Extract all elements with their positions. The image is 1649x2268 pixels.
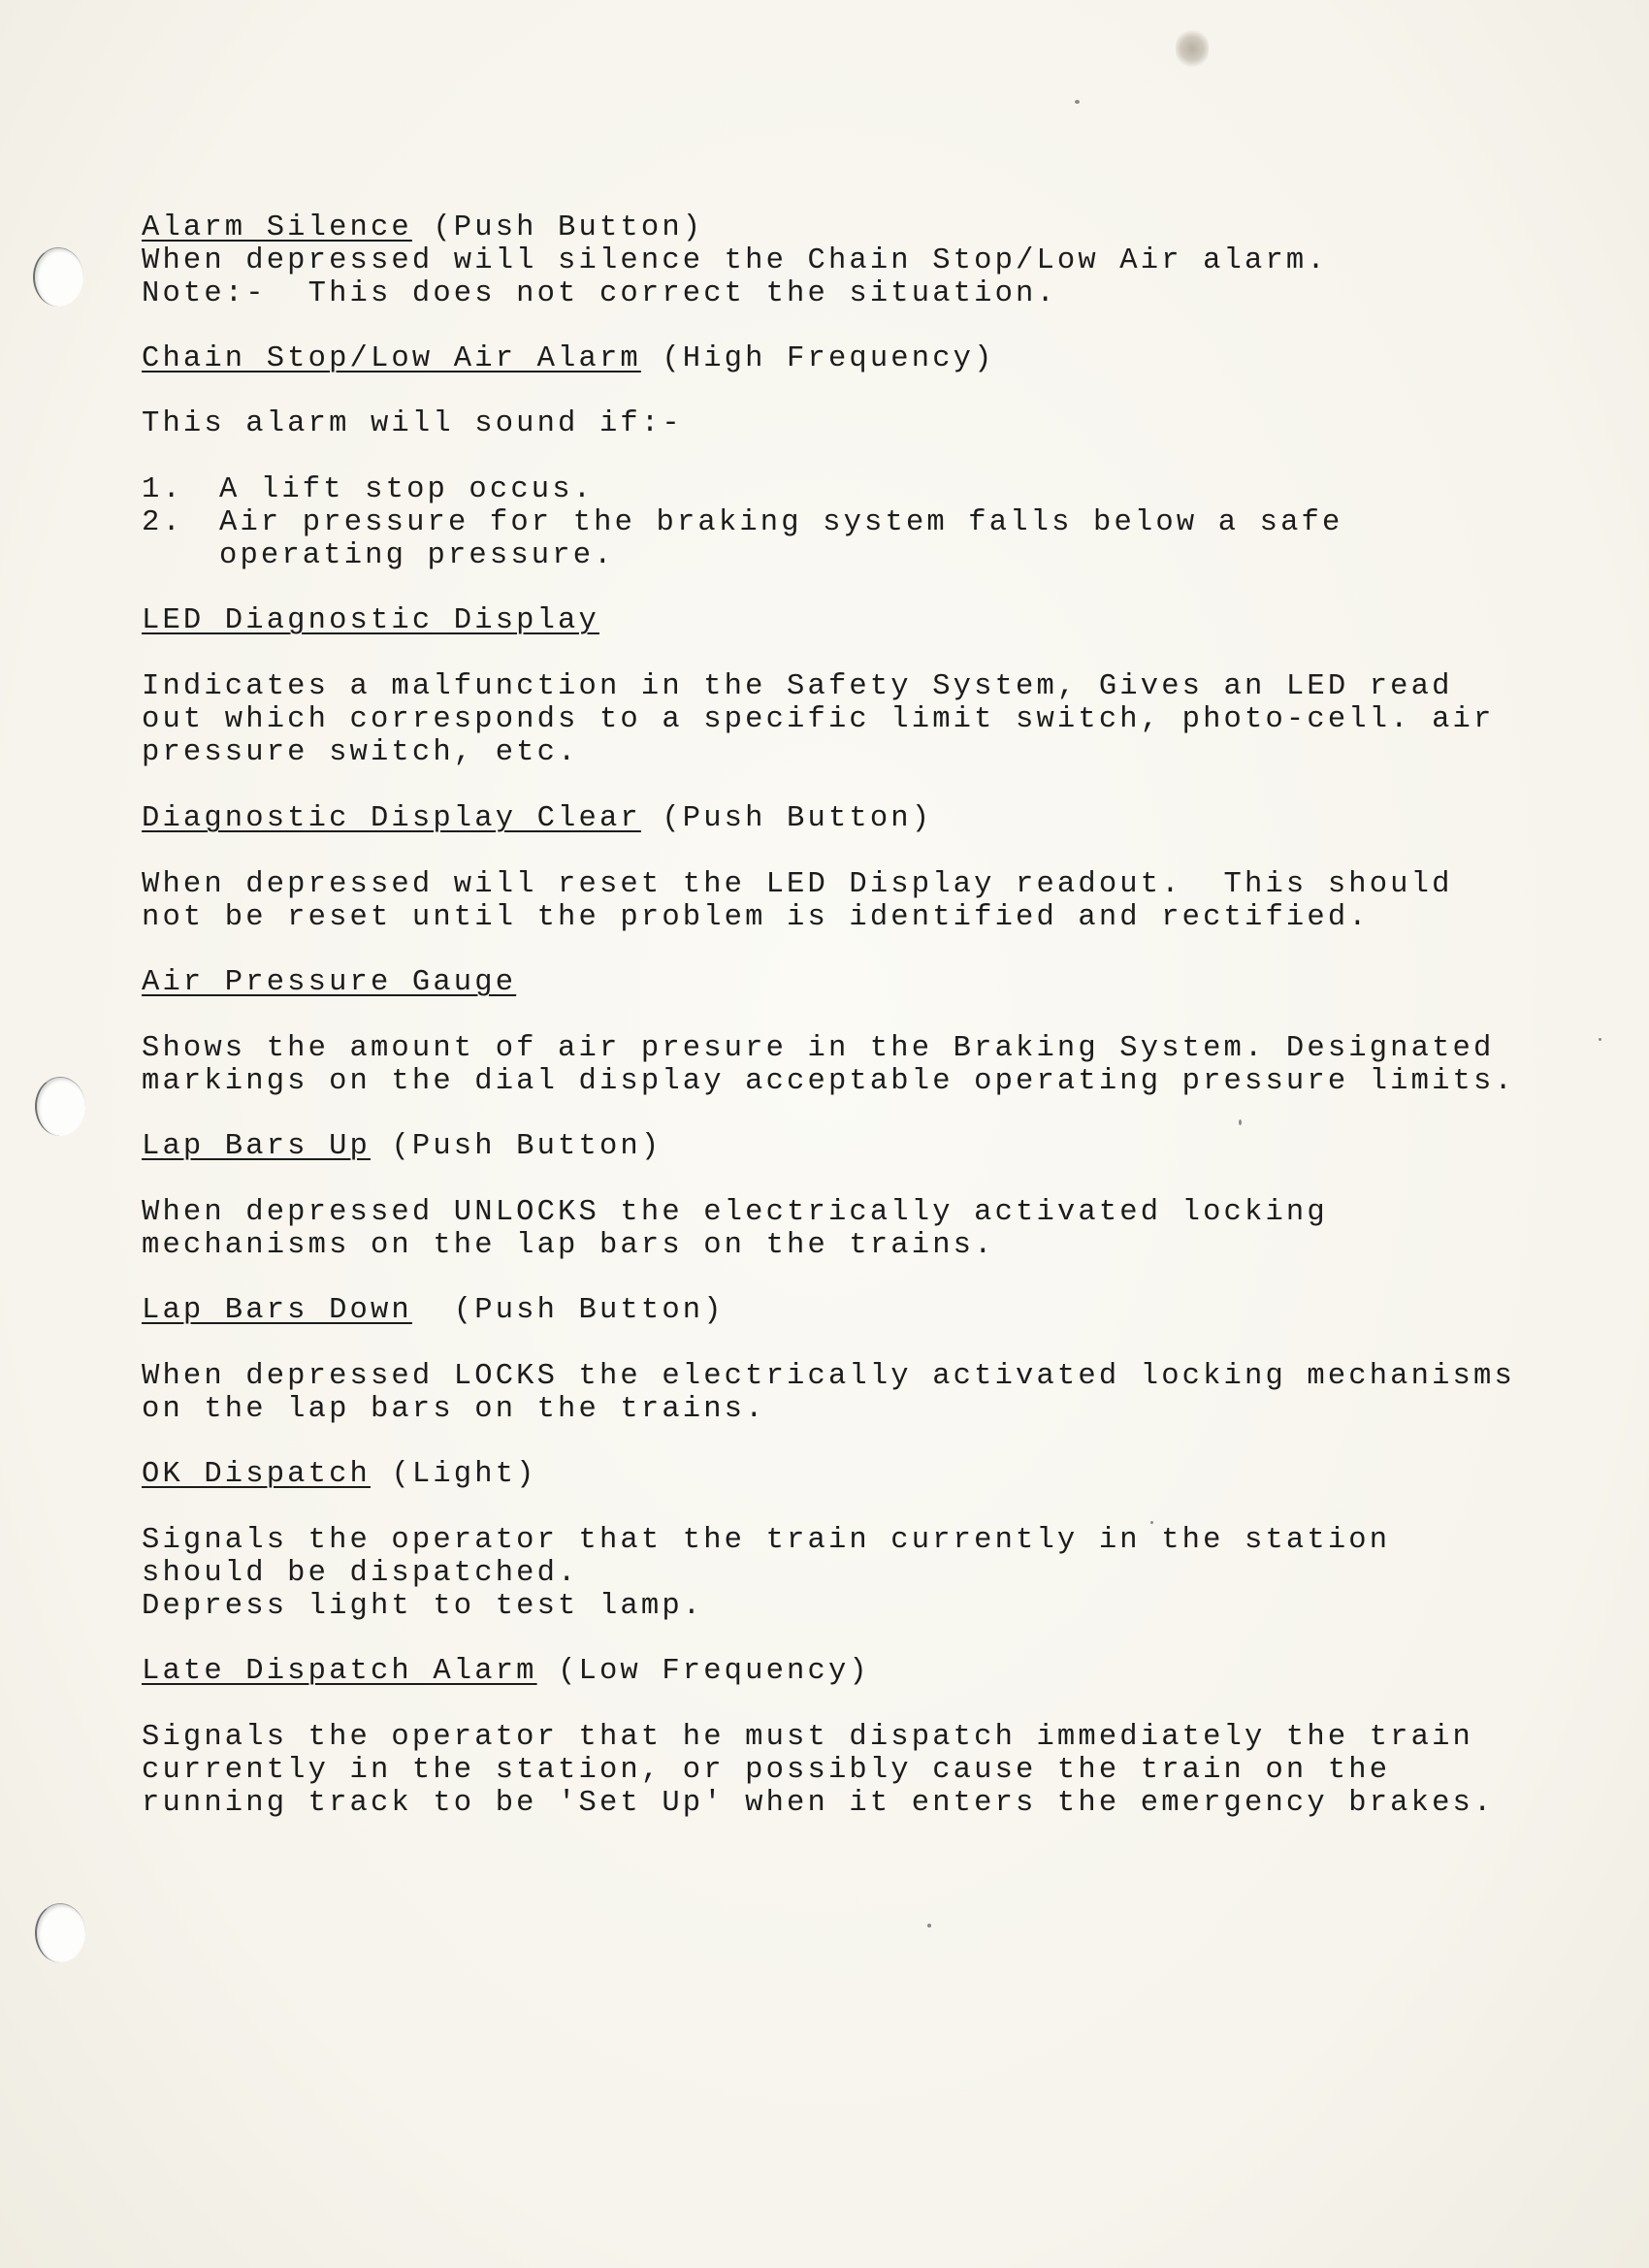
body-line: Note:- This does not correct the situation.	[142, 277, 1057, 310]
list-item	[142, 473, 594, 506]
body-line: When depressed UNLOCKS the electrically activated locking	[142, 1196, 1328, 1229]
body-line: mechanisms on the lap bars on the trains.	[142, 1229, 995, 1262]
body-line: out which corresponds to a specific limit switch, photo-cell. air	[142, 703, 1495, 736]
section-heading: Chain Stop/Low Air Alarm	[142, 342, 641, 375]
list-item	[142, 506, 1342, 539]
body-line: Shows the amount of air presure in the Braking System. Designated	[142, 1032, 1495, 1065]
section-qualifier: (Push Button)	[662, 802, 933, 835]
body-line: Signals the operator that he must dispatch immediately the train	[142, 1721, 1473, 1754]
paper-speck	[1239, 1119, 1242, 1125]
body-line: Signals the operator that the train currently in the station	[142, 1524, 1391, 1557]
section-heading-line	[142, 1655, 870, 1688]
paper-speck	[927, 1924, 931, 1928]
section-heading: Diagnostic Display Clear	[142, 802, 641, 835]
body-line: Indicates a malfunction in the Safety System, Gives an LED read	[142, 670, 1453, 703]
intro-line: This alarm will sound if:-	[142, 407, 683, 440]
section-heading-line	[142, 1458, 537, 1491]
section-heading-line	[142, 1294, 725, 1327]
section-heading-line	[142, 966, 516, 999]
list-number: 2.	[142, 506, 183, 539]
punch-hole	[35, 1903, 85, 1962]
list-text: operating pressure.	[219, 539, 615, 572]
body-line: When depressed will reset the LED Display readout. This should	[142, 868, 1453, 901]
section-heading: Late Dispatch Alarm	[142, 1655, 537, 1688]
list-text: A lift stop occus.	[219, 473, 595, 506]
section-heading: OK Dispatch	[142, 1458, 371, 1491]
body-line: running track to be 'Set Up' when it enters the emergency brakes.	[142, 1787, 1495, 1820]
paper-speck	[1075, 100, 1080, 104]
punch-hole	[33, 247, 83, 307]
section-heading: Air Pressure Gauge	[142, 966, 517, 999]
section-heading-line	[142, 1130, 662, 1163]
section-qualifier: (Push Button)	[391, 1130, 663, 1163]
section-heading: LED Diagnostic Display	[142, 604, 599, 637]
section-qualifier: (Push Button)	[433, 1294, 725, 1327]
body-line: markings on the dial display acceptable operating pressure limits.	[142, 1065, 1515, 1098]
list-number: 1.	[142, 473, 183, 506]
paper-stain	[1176, 29, 1209, 68]
body-line: Depress light to test lamp.	[142, 1590, 704, 1623]
section-heading-line	[142, 342, 995, 375]
body-line: currently in the station, or possibly cause the train on the	[142, 1754, 1391, 1787]
body-line: should be dispatched.	[142, 1557, 579, 1590]
punch-hole	[35, 1077, 85, 1136]
section-qualifier: (Push Button)	[433, 211, 704, 244]
section-heading: Lap Bars Up	[142, 1130, 371, 1163]
section-heading-line	[142, 604, 599, 637]
section-heading: Alarm Silence	[142, 211, 412, 244]
list-text: Air pressure for the braking system falls below a safe	[219, 506, 1343, 539]
section-qualifier: (High Frequency)	[662, 342, 995, 375]
section-heading-line	[142, 211, 703, 244]
section-heading-line	[142, 802, 932, 835]
section-qualifier: (Low Frequency)	[558, 1655, 870, 1688]
body-line: not be reset until the problem is identified and rectified.	[142, 901, 1370, 934]
paper-speck	[1599, 1038, 1601, 1041]
section-qualifier: (Light)	[391, 1458, 537, 1491]
section-heading: Lap Bars Down	[142, 1294, 412, 1327]
body-line: When depressed will silence the Chain Stop/Low Air alarm.	[142, 244, 1328, 277]
body-line: When depressed LOCKS the electrically activated locking mechanisms	[142, 1360, 1515, 1393]
body-line: on the lap bars on the trains.	[142, 1393, 766, 1426]
body-line: pressure switch, etc.	[142, 736, 579, 769]
